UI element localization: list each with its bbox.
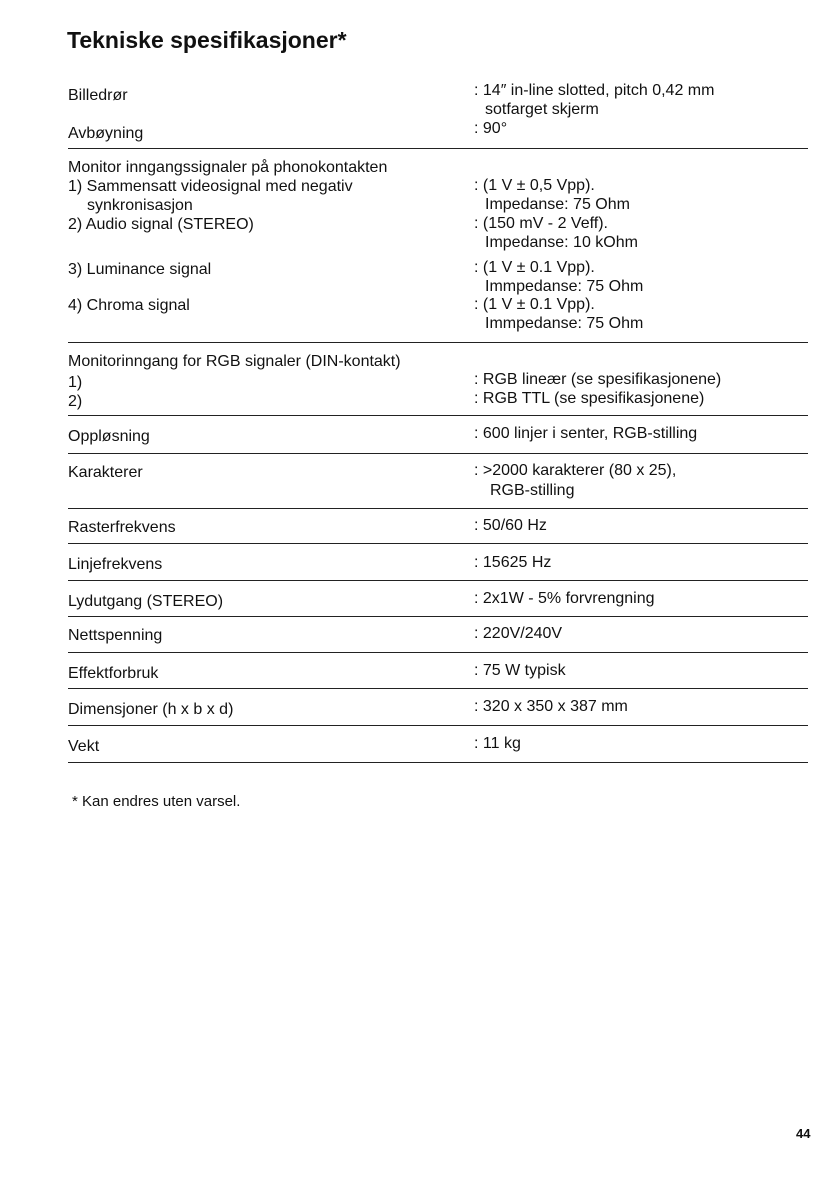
spec-label-effektforbruk: Effektforbruk — [68, 665, 159, 682]
spec-label-billedror: Billedrør — [68, 87, 128, 104]
spec-label-vekt: Vekt — [68, 738, 100, 755]
spec-label-audio: 2) Audio signal (STEREO) — [68, 216, 254, 233]
spec-value-chroma-2: Immpedanse: 75 Ohm — [485, 315, 644, 332]
divider — [68, 148, 808, 149]
spec-value-karakterer-2: RGB-stilling — [490, 482, 575, 499]
spec-value-nettspenning: : 220V/240V — [474, 625, 563, 642]
spec-value-composite-video: : (1 V ± 0,5 Vpp). — [474, 177, 595, 194]
spec-value-luminance: : (1 V ± 0.1 Vpp). — [474, 259, 595, 276]
divider — [68, 580, 808, 581]
divider — [68, 725, 808, 726]
spec-label-nettspenning: Nettspenning — [68, 627, 163, 644]
spec-label-rgb-1: 1) — [68, 374, 83, 391]
spec-value-chroma: : (1 V ± 0.1 Vpp). — [474, 296, 595, 313]
spec-value-composite-video-2: Impedanse: 75 Ohm — [485, 196, 630, 213]
spec-value-audio: : (150 mV - 2 Veff). — [474, 215, 608, 232]
spec-label-linjefrekvens: Linjefrekvens — [68, 556, 163, 573]
spec-value-billedror: : 14″ in-line slotted, pitch 0,42 mm — [474, 82, 715, 99]
spec-value-linjefrekvens: : 15625 Hz — [474, 554, 552, 571]
spec-value-opplosning: : 600 linjer i senter, RGB-stilling — [474, 425, 698, 442]
spec-label-rgb-2: 2) — [68, 393, 83, 410]
spec-value-karakterer: : >2000 karakterer (80 x 25), — [474, 462, 677, 479]
spec-label-avboyning: Avbøyning — [68, 125, 144, 142]
spec-value-audio-2: Impedanse: 10 kOhm — [485, 234, 638, 251]
spec-value-lydutgang: : 2x1W - 5% forvrengning — [474, 590, 655, 607]
spec-value-vekt: : 11 kg — [474, 735, 521, 752]
divider — [68, 652, 808, 653]
spec-value-rasterfrekvens: : 50/60 Hz — [474, 517, 547, 534]
spec-label-chroma: 4) Chroma signal — [68, 297, 190, 314]
spec-value-effektforbruk: : 75 W typisk — [474, 662, 566, 679]
spec-value-avboyning: : 90° — [474, 120, 508, 137]
footnote: * Kan endres uten varsel. — [72, 793, 241, 810]
divider — [68, 415, 808, 416]
page-title: Tekniske spesifikasjoner* — [67, 27, 347, 53]
divider — [68, 762, 808, 763]
spec-label-lydutgang: Lydutgang (STEREO) — [68, 593, 224, 610]
divider — [68, 453, 808, 454]
spec-label-dimensjoner: Dimensjoner (h x b x d) — [68, 701, 234, 718]
divider — [68, 508, 808, 509]
spec-label-rasterfrekvens: Rasterfrekvens — [68, 519, 176, 536]
divider — [68, 543, 808, 544]
spec-value-rgb-2: : RGB TTL (se spesifikasjonene) — [474, 390, 705, 407]
spec-label-composite-video: 1) Sammensatt videosignal med negativ — [68, 178, 353, 195]
section-heading-monitor-input: Monitor inngangssignaler på phonokontakten — [68, 159, 388, 176]
spec-label-karakterer: Karakterer — [68, 464, 143, 481]
spec-label-luminance: 3) Luminance signal — [68, 261, 212, 278]
spec-value-dimensjoner: : 320 x 350 x 387 mm — [474, 698, 628, 715]
spec-value-billedror-2: sotfarget skjerm — [485, 101, 599, 118]
divider — [68, 688, 808, 689]
spec-label-composite-video-2: synkronisasjon — [87, 197, 193, 214]
section-heading-rgb-input: Monitorinngang for RGB signaler (DIN-kontakt) — [68, 353, 401, 370]
spec-value-luminance-2: Immpedanse: 75 Ohm — [485, 278, 644, 295]
page-number: 44 — [796, 1126, 811, 1141]
spec-label-opplosning: Oppløsning — [68, 428, 150, 445]
spec-value-rgb-1: : RGB lineær (se spesifikasjonene) — [474, 371, 722, 388]
divider — [68, 616, 808, 617]
divider — [68, 342, 808, 343]
